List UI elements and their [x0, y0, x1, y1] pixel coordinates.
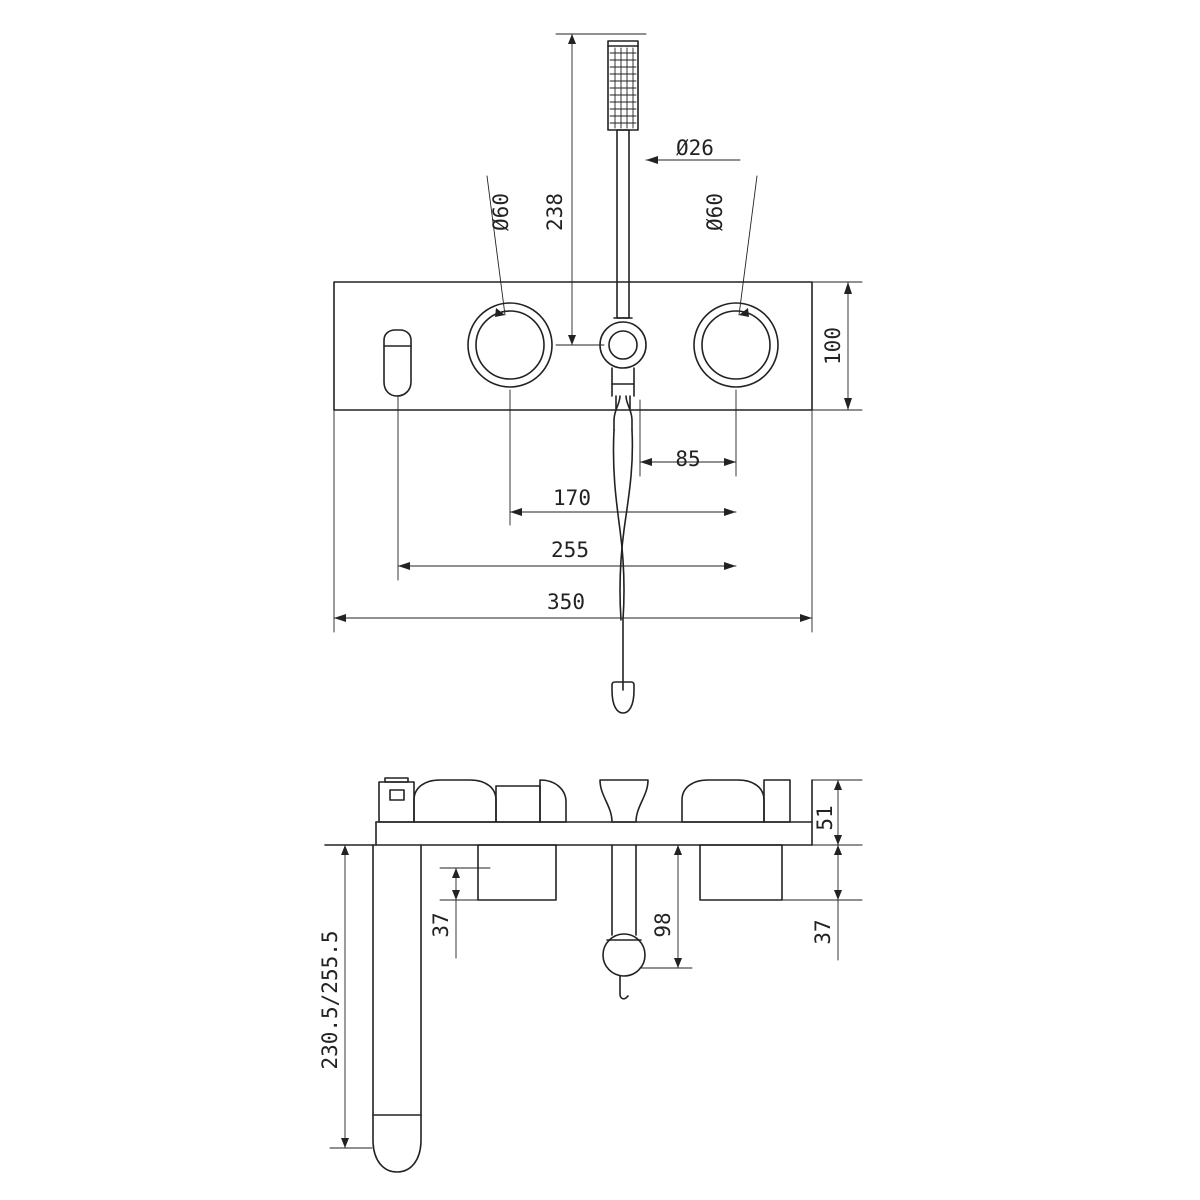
dim-handset-diameter: Ø26 — [676, 136, 714, 160]
dim-spout-to-right-control: 170 — [553, 486, 591, 510]
front-control-right — [694, 303, 778, 387]
side-handle-left — [414, 780, 566, 822]
dim-control-left-diameter: Ø60 — [489, 193, 513, 231]
front-handset-handle — [614, 130, 632, 318]
side-handle-right — [682, 780, 790, 822]
side-dimension-lines — [330, 780, 862, 1148]
side-spout — [379, 778, 414, 822]
dim-plate-depth: 51 — [813, 805, 837, 831]
dim-handset-length: 238 — [543, 193, 567, 231]
dim-spout-projection: 230.5/255.5 — [318, 930, 342, 1070]
front-dimension-lines — [334, 34, 862, 632]
front-handset-head — [608, 41, 638, 130]
side-cartridge-left — [478, 845, 556, 900]
dim-handle-projection-right: 37 — [811, 919, 835, 945]
front-handset-holder — [600, 322, 646, 430]
dim-plate-width: 350 — [547, 590, 585, 614]
dim-outlet-projection: 98 — [651, 912, 675, 938]
side-spout-arm — [373, 845, 421, 1172]
front-spout — [384, 330, 411, 396]
front-shower-hose — [612, 430, 634, 713]
dimension-labels — [318, 136, 845, 1070]
dim-control-right-diameter: Ø60 — [703, 193, 727, 231]
dim-outlet-to-right-control: 85 — [675, 447, 701, 471]
dim-handle-projection-left: 37 — [429, 912, 453, 938]
dim-plate-height: 100 — [821, 327, 845, 365]
dim-spout-to-plate-right: 255 — [551, 538, 589, 562]
side-cartridge-right — [700, 845, 782, 900]
side-outlet — [600, 780, 648, 822]
side-outlet-stem — [603, 845, 645, 999]
front-control-left — [468, 303, 552, 387]
